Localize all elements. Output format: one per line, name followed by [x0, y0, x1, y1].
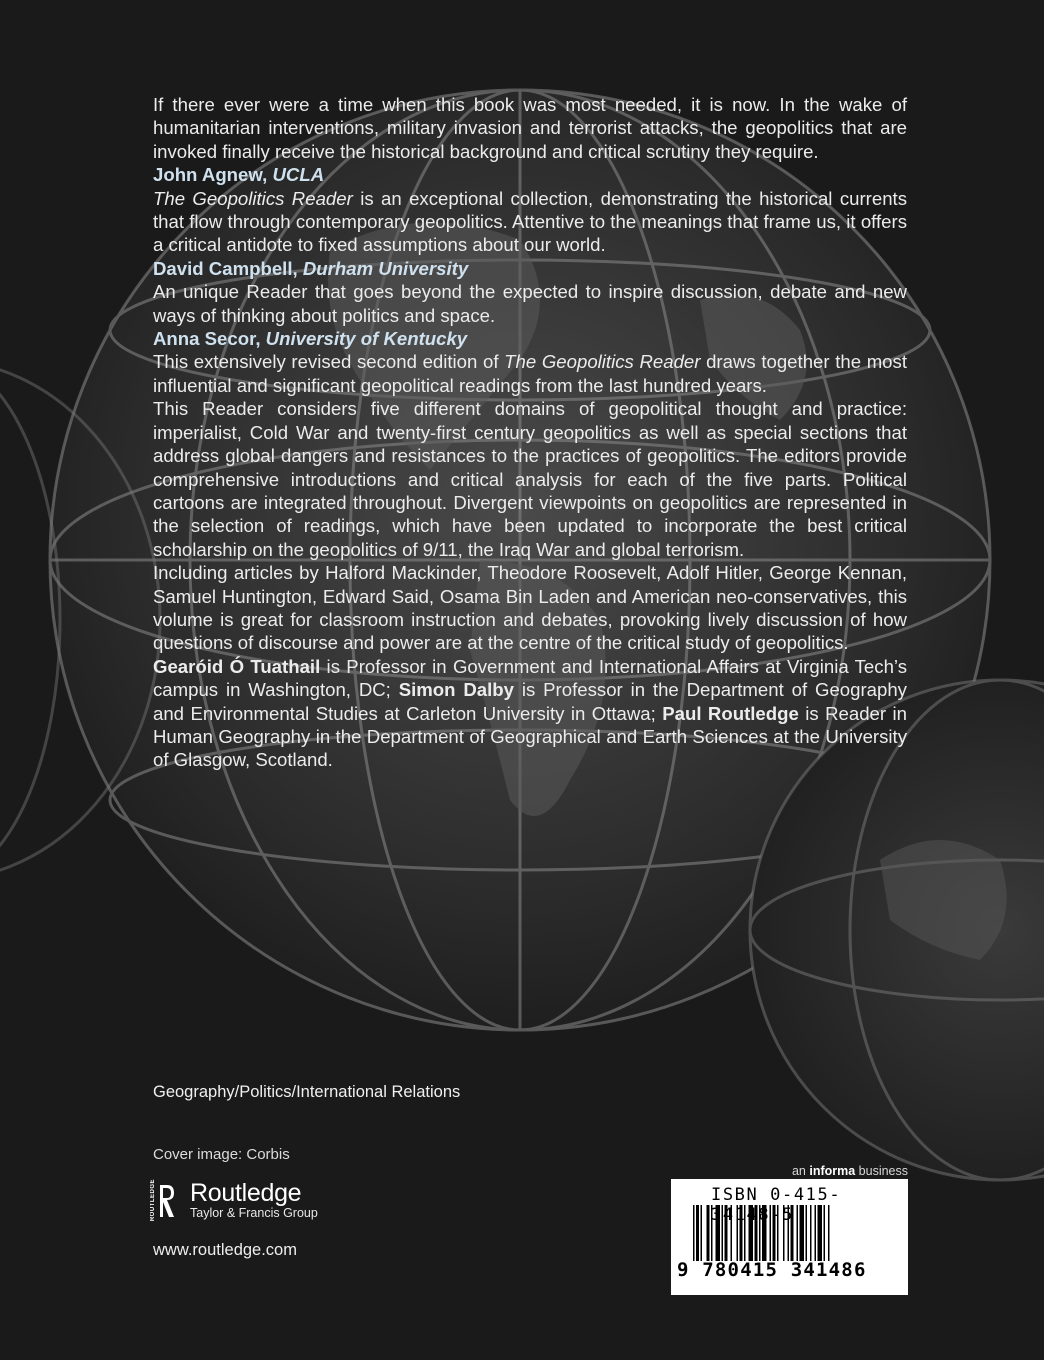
- informa-suffix: business: [855, 1164, 908, 1178]
- routledge-logo: [150, 1180, 318, 1221]
- quote-1-text: If there ever were a time when this book was most needed, it is now. In the wake of humanitarian interventions, military invasion and terrorist attacks, the geopolitics that are invoked finally receive the historical background and critical scrutiny they require.: [153, 94, 907, 162]
- barcode-bar: [740, 1205, 743, 1261]
- barcode-digits: 9 780415 341486: [677, 1259, 867, 1281]
- quote-3-affiliation: University of Kentucky: [265, 328, 468, 350]
- quote-1-attribution: [153, 163, 907, 186]
- editor-2-bio: is Professor in the Department of Geography and Environmental Studies at Carleton University in Ottawa;: [153, 679, 907, 724]
- barcode-bar: [762, 1205, 767, 1261]
- barcode-bar: [707, 1205, 710, 1261]
- barcode-bar: [828, 1205, 830, 1261]
- description-paragraph-3: Including articles by Halford Mackinder, Theodore Roosevelt, Adolf Hitler, George Kennan, Samuel Huntington, Edward Said, Osama Bin Laden and American neo-conservatives, this volume is great for classroom instruction and debates, provoking lively discussion of how questions of discourse and power are at the centre of the critical study of geopolitics.: [153, 562, 907, 654]
- barcode-bar: [693, 1205, 695, 1261]
- barcode-bar: [777, 1205, 779, 1261]
- informa-brand: informa: [809, 1164, 856, 1178]
- description-1-before: This extensively revised second edition of: [153, 351, 505, 373]
- editor-1-name: Gearóid Ó Tuathail: [153, 655, 321, 677]
- description-paragraph-2: This Reader considers five different domains of geopolitical thought and practice: imperialist, Cold War and twenty-first century geopolitics as well as special sections that address global dangers and resistances to the practices of geopolitics. The editors provide comprehensive introductions and critical analysis for each of the five parts. Political cartoons are integrated throughout. Divergent viewpoints on geopolitics are represented in the selection of readings, which have been updated to incorporate the best critical scholarship on the geopolitics of 9/11, the Iraq War and global terrorism.: [153, 398, 907, 560]
- informa-business-tag: [792, 1164, 908, 1178]
- routledge-mark-icon: [150, 1181, 184, 1221]
- logo-vertical-text: ROUTLEDGE: [150, 1179, 156, 1222]
- quote-3-text: An unique Reader that goes beyond the expected to inspire discussion, debate and new ways of thinking about politics and space.: [153, 281, 907, 326]
- barcode-bar: [716, 1205, 721, 1261]
- barcode-bar: [737, 1205, 739, 1261]
- editors-bio: [153, 655, 907, 772]
- routledge-r-icon: [158, 1183, 176, 1219]
- quote-3-attribution: [153, 327, 907, 350]
- barcode-bar: [701, 1205, 703, 1261]
- editor-2-name: Simon Dalby: [398, 679, 515, 701]
- quote-2-attribution: [153, 257, 907, 280]
- informa-prefix: an: [791, 1164, 810, 1178]
- description-1-book-title: The Geopolitics Reader: [504, 351, 701, 373]
- barcode-bar: [744, 1205, 746, 1261]
- publisher-name: Routledge: [190, 1179, 302, 1207]
- quote-2-author: David Campbell: [153, 257, 293, 279]
- quote-1-affiliation: UCLA: [272, 164, 325, 186]
- barcode-bar: [773, 1205, 776, 1261]
- cover-image-credit: Cover image: Corbis: [153, 1146, 290, 1163]
- description-1-after: draws together the most influential and significant geopolitical readings from the last hundred years.: [153, 351, 907, 396]
- quote-3-author: Anna Secor: [153, 328, 256, 350]
- barcode-bar: [725, 1205, 728, 1261]
- quote-3-separator: ,: [255, 328, 266, 350]
- subject-category: Geography/Politics/International Relations: [153, 1083, 461, 1101]
- editor-3-bio: is Reader in Human Geography in the Department of Geographical and Earth Sciences at the University of Glasgow, Scotland.: [153, 702, 907, 771]
- barcode-bar: [824, 1205, 826, 1261]
- quote-1-separator: ,: [262, 164, 273, 186]
- barcode-bar: [818, 1205, 823, 1261]
- barcode-bar: [770, 1205, 772, 1261]
- quote-2-text: [153, 187, 907, 257]
- quote-2-affiliation: Durham University: [302, 257, 469, 279]
- barcode-icon: [693, 1205, 889, 1261]
- barcode-bar: [806, 1205, 808, 1261]
- barcode-bar: [731, 1205, 733, 1261]
- quote-1-author: John Agnew: [153, 164, 263, 186]
- quote-2-body: is an exceptional collection, demonstrating the historical currents that flow through contemporary geopolitics. Attentive to the meanings that frame us, it offers a critical antidote to fixed assumptions about our world.: [153, 187, 907, 256]
- editor-3-name: Paul Routledge: [662, 702, 799, 724]
- quote-2-book-title: The Geopolitics Reader: [153, 187, 353, 209]
- barcode-bar: [711, 1205, 713, 1261]
- description-paragraph-1: [153, 350, 907, 397]
- barcode-bar: [749, 1205, 754, 1261]
- publisher-group: Taylor & Francis Group: [190, 1206, 318, 1220]
- logo-wordmark: [190, 1180, 318, 1221]
- barcode-bar: [815, 1205, 817, 1261]
- barcode-bar: [800, 1205, 805, 1261]
- barcode-bar: [783, 1205, 785, 1261]
- barcode-bar: [788, 1205, 790, 1261]
- back-cover-text: [153, 93, 907, 772]
- barcode-bar: [791, 1205, 794, 1261]
- isbn-label: ISBN 0-415-34148-5: [711, 1185, 842, 1225]
- publisher-url: www.routledge.com: [153, 1241, 297, 1259]
- quote-2-separator: ,: [292, 257, 303, 279]
- barcode-bar: [755, 1205, 758, 1261]
- barcode-bar: [722, 1205, 724, 1261]
- barcode-bar: [810, 1205, 812, 1261]
- barcode-bar: [797, 1205, 799, 1261]
- editor-1-bio: is Professor in Government and International Affairs at Virginia Tech’s campus in Washington, DC;: [153, 655, 907, 701]
- barcode-bar: [759, 1205, 761, 1261]
- isbn-barcode-box: [671, 1179, 908, 1295]
- barcode-bar: [696, 1205, 699, 1261]
